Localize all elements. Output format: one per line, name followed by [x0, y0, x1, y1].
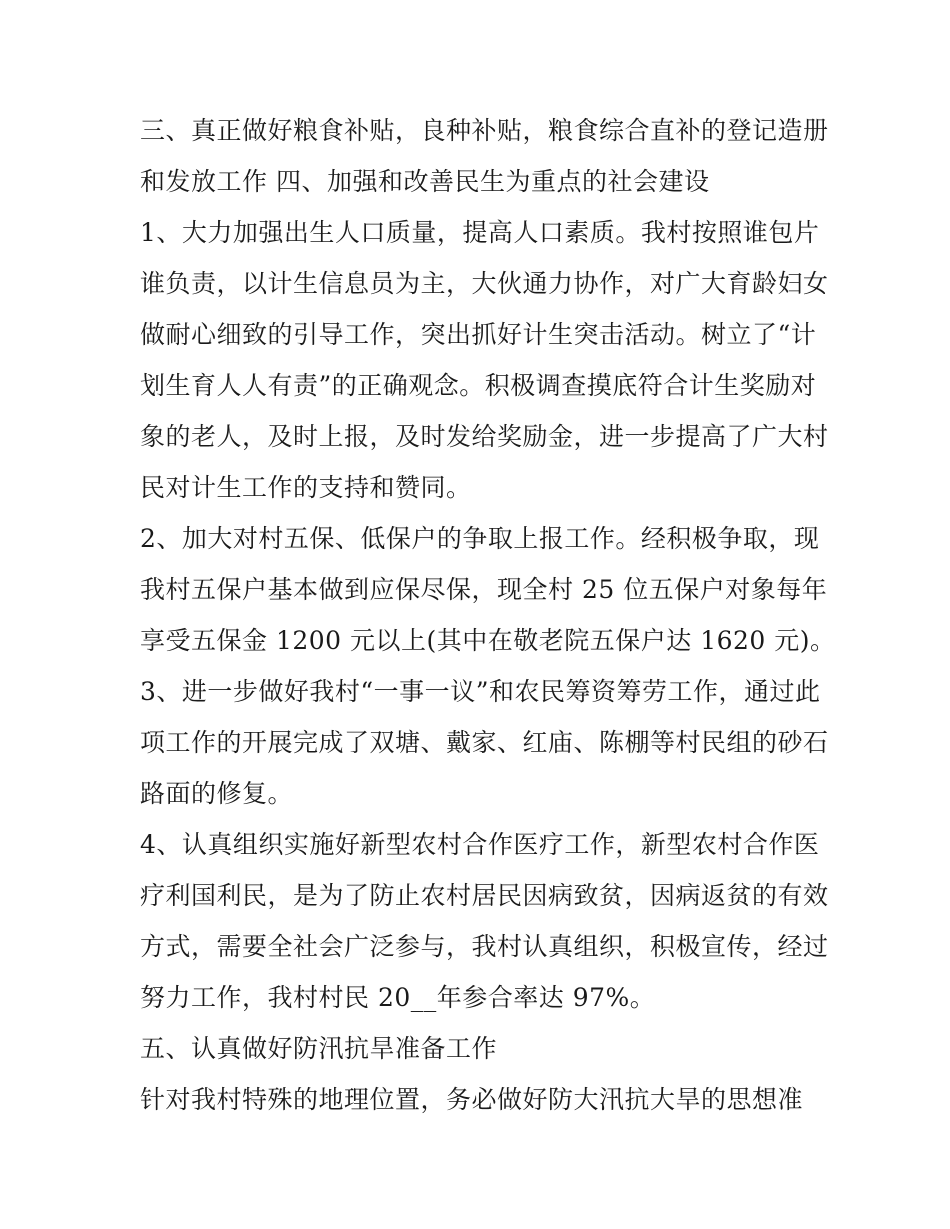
- text-line: 4、认真组织实施好新型农村合作医疗工作，新型农村合作医: [140, 830, 820, 859]
- text-line: 方式，需要全社会广泛参与，我村认真组织，积极宣传，经过: [140, 932, 829, 961]
- text-line: 五、认真做好防汛抗旱准备工作: [140, 1034, 498, 1063]
- text-line: 1、大力加强出生人口质量，提高人口素质。我村按照谁包片: [140, 218, 820, 247]
- text-line: 我村五保户基本做到应保尽保，现全村 25 位五保户对象每年: [140, 575, 828, 604]
- text-line: 做耐心细致的引导工作，突出抓好计生突击活动。树立了“计: [140, 320, 817, 349]
- text-line: 3、进一步做好我村“一事一议”和农民筹资筹劳工作，通过此: [140, 677, 821, 706]
- text-line: 项工作的开展完成了双塘、戴家、红庙、陈棚等村民组的砂石: [140, 728, 829, 757]
- text-line: 路面的修复。: [140, 779, 294, 808]
- text-line: 划生育人人有责”的正确观念。积极调查摸底符合计生奖励对: [140, 371, 817, 400]
- text-line: 享受五保金 1200 元以上(其中在敬老院五保户达 1620 元)。: [140, 626, 836, 655]
- text-line: 努力工作，我村村民 20__年参合率达 97%。: [140, 983, 656, 1012]
- text-line: 针对我村特殊的地理位置，务必做好防大汛抗大旱的思想准: [140, 1085, 804, 1114]
- text-line: 2、加大对村五保、低保户的争取上报工作。经积极争取，现: [140, 524, 820, 553]
- text-line: 象的老人，及时上报，及时发给奖励金，进一步提高了广大村: [140, 422, 829, 451]
- text-line: 民对计生工作的支持和赞同。: [140, 473, 472, 502]
- text-line: 和发放工作 四、加强和改善民生为重点的社会建设: [140, 167, 710, 196]
- text-line: 疗利国利民，是为了防止农村居民因病致贫，因病返贫的有效: [140, 881, 829, 910]
- document-body: [140, 105, 836, 1125]
- text-line: 三、真正做好粮食补贴，良种补贴，粮食综合直补的登记造册: [140, 116, 829, 145]
- text-line: 谁负责，以计生信息员为主，大伙通力协作，对广大育龄妇女: [140, 269, 829, 298]
